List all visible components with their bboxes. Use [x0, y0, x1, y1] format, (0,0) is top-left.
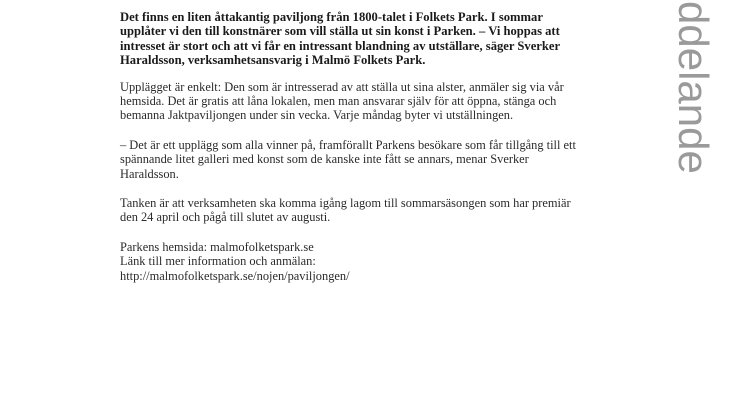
paragraph-quote: – Det är ett upplägg som alla vinner på, framförallt Parkens besökare som får tillgång till ett spännande litet galleri med konst som de kanske inte fått se annars, menar Sverker Haraldsson.	[120, 137, 576, 181]
lead-paragraph: Det finns en liten åttakantig paviljong från 1800-talet i Folkets Park. I sommar upplåter vi den till konstnärer som vill ställa ut sin konst i Parken. – Vi hoppas att intresset är stort och att vi får en intressant blandning av utställare, säger Sverker Haraldsson, verksamhetsansvarig i Malmö Folkets Park.	[120, 10, 560, 68]
website-line: Parkens hemsida: malmofolketspark.se	[120, 239, 314, 254]
paragraph-arrangement: Upplägget är enkelt: Den som är intresserad av att ställa ut sina alster, anmäler sig via vår hemsida. Det är gratis att låna lokalen, men man ansvarar själv för att öppna, stänga och bemanna Jaktpaviljongen under sin vecka. Varje måndag byter vi utställningen.	[120, 79, 564, 123]
paragraph-season: Tanken är att verksamheten ska komma igång lagom till sommarsäsongen som har premiär den 24 april och pågå till slutet av augusti.	[120, 196, 571, 225]
info-url: http://malmofolketspark.se/nojen/paviljongen/	[120, 268, 350, 283]
contact-block	[120, 240, 590, 283]
side-label	[664, 0, 724, 240]
info-line: Länk till mer information och anmälan:	[120, 254, 316, 269]
side-label-text: ddelande	[670, 1, 717, 174]
article-body	[120, 10, 590, 298]
